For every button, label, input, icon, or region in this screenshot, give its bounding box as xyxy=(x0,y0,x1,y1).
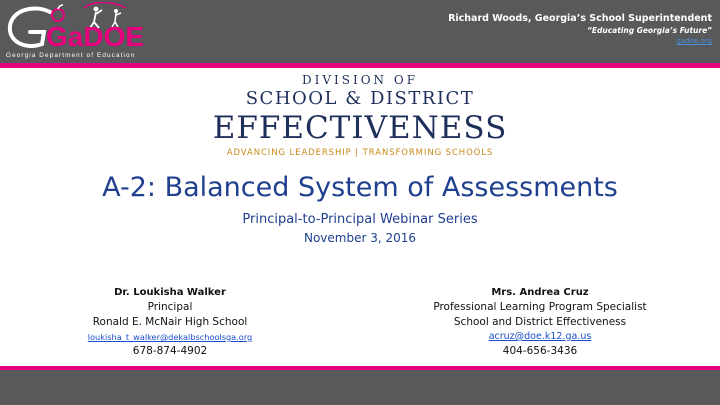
presenter-card-cruz xyxy=(410,286,670,359)
footer-bar xyxy=(0,370,720,405)
division-tagline: ADVANCING LEADERSHIP | TRANSFORMING SCHOOLS xyxy=(226,148,494,158)
presenter-role: Principal xyxy=(147,301,193,313)
logo-subtitle: Georgia Department of Education xyxy=(6,52,136,59)
presenter-email-link[interactable]: loukisha_t_walker@dekalbschoolsga.org xyxy=(87,332,253,342)
presenter-phone: 404-656-3436 xyxy=(502,345,578,357)
presenter-email-link[interactable]: acruz@doe.k12.ga.us xyxy=(488,331,592,342)
effectiveness-text: EFFECTIVENESS xyxy=(212,110,508,146)
motto: “Educating Georgia’s Future” xyxy=(587,26,712,35)
superintendent-block xyxy=(448,13,712,46)
logo-wordmark: GaDOE xyxy=(46,21,145,52)
slide-subtitle: Principal-to-Principal Webinar Series xyxy=(242,212,478,227)
header-accent-stripe xyxy=(0,63,720,68)
gadoe-logo[interactable] xyxy=(4,2,154,60)
presenter-role: Professional Learning Program Specialist xyxy=(433,301,647,313)
presenter-card-walker xyxy=(62,286,278,359)
gadoe-link[interactable]: gadoe.org xyxy=(676,37,712,45)
school-district-text: SCHOOL & DISTRICT xyxy=(245,88,475,109)
slide-date: November 3, 2016 xyxy=(303,231,417,245)
division-of-text: DIVISION OF xyxy=(301,73,419,87)
presenter-name: Mrs. Andrea Cruz xyxy=(491,287,589,298)
gadoe-logo-graphic xyxy=(4,2,154,52)
superintendent-name: Richard Woods, Georgia’s School Superintendent xyxy=(448,13,712,24)
presentation-title-block xyxy=(0,170,720,246)
presenter-phone: 678-874-4902 xyxy=(132,345,208,357)
slide-title: A-2: Balanced System of Assessments xyxy=(102,172,618,203)
presenter-org: School and District Effectiveness xyxy=(453,316,627,328)
presenter-org: Ronald E. McNair High School xyxy=(92,316,248,328)
division-logo xyxy=(0,72,720,159)
presenter-name: Dr. Loukisha Walker xyxy=(114,287,226,298)
